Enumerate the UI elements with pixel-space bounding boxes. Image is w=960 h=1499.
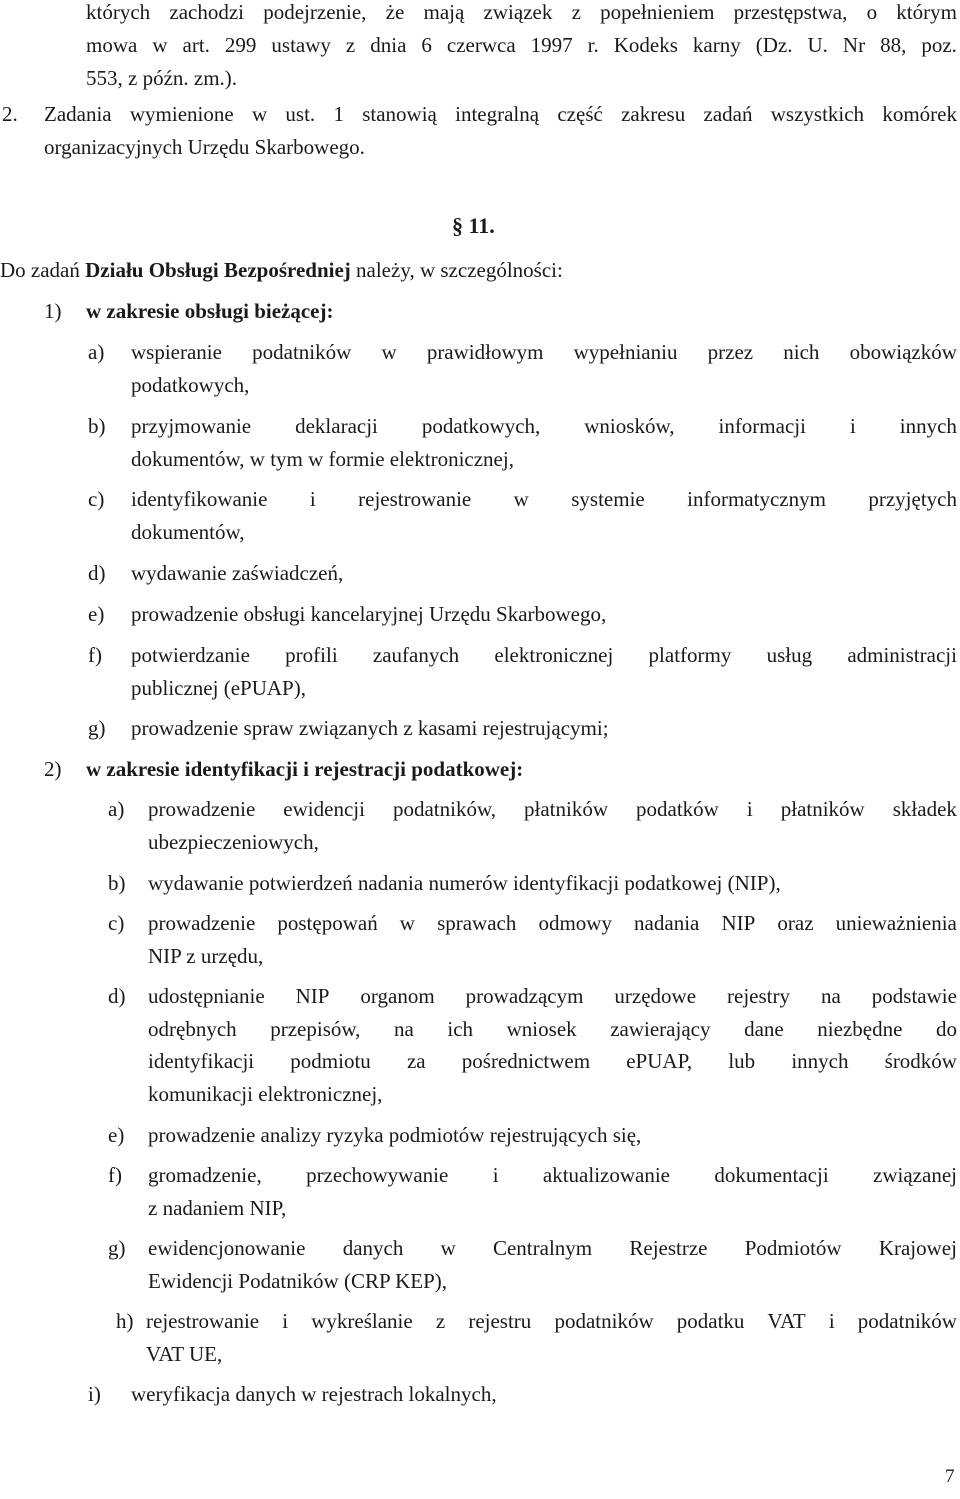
word: na — [394, 1017, 414, 1041]
word: przyjętych — [868, 487, 957, 511]
word: podatników, — [392, 797, 496, 821]
word: z — [345, 33, 356, 57]
word: r. — [587, 33, 599, 57]
top-line-1 — [86, 0, 957, 29]
word: ewidencji — [283, 797, 365, 821]
word: oraz — [777, 911, 814, 935]
word: VAT — [767, 1309, 806, 1333]
intro-text-end: należy, w szczególności: — [350, 258, 563, 282]
group-1-title: w zakresie obsługi bieżącej: — [86, 299, 334, 323]
group-2-title: w zakresie identyfikacji i rejestracji podatkowej: — [86, 757, 524, 781]
g2-d-line-2 — [148, 1013, 957, 1046]
page-number: 7 — [945, 1466, 955, 1487]
word: i — [849, 414, 856, 438]
g2-c-line-2: NIP z urzędu, — [148, 944, 264, 968]
word: 1997 — [530, 33, 573, 57]
word: pośrednictwem — [461, 1049, 591, 1073]
word: Rejestrze — [629, 1236, 708, 1260]
word: w — [440, 1236, 456, 1260]
word: i — [746, 797, 753, 821]
word: wniosków, — [584, 414, 675, 438]
word: rejestrowanie — [358, 487, 472, 511]
word: Nr — [842, 33, 866, 57]
word: dane — [744, 1017, 784, 1041]
word: stanowią — [362, 102, 437, 126]
word: którym — [896, 0, 957, 24]
word: w — [381, 340, 397, 364]
word: rejestry — [727, 984, 790, 1008]
g2-d-line-1 — [148, 980, 957, 1013]
section-number: § 11. — [452, 213, 495, 238]
word: odrębnych — [148, 1017, 237, 1041]
department-name: Działu Obsługi Bezpośredniej — [85, 258, 351, 282]
word: podatników — [252, 340, 352, 364]
word: Podmiotów — [744, 1236, 842, 1260]
word: podatników — [554, 1309, 654, 1333]
word: innych — [899, 414, 957, 438]
word: i — [282, 1309, 289, 1333]
word: związanej — [873, 1163, 957, 1187]
word: przyjmowanie — [131, 414, 252, 438]
g2-f-marker: f) — [108, 1163, 122, 1187]
word: gromadzenie, — [148, 1163, 262, 1187]
word: z — [571, 0, 581, 24]
word: do — [936, 1017, 957, 1041]
word: Centralnym — [492, 1236, 593, 1260]
word: wypełnianiu — [573, 340, 678, 364]
top-line-3: 553, z późn. zm.). — [86, 66, 238, 90]
word: rejestru — [468, 1309, 532, 1333]
g2-c-line-1 — [148, 907, 957, 940]
item-2-line-1 — [44, 98, 957, 131]
word: Zadania — [44, 102, 112, 126]
word: danych — [342, 1236, 404, 1260]
word: zaufanych — [372, 643, 460, 667]
word: w — [399, 911, 415, 935]
word: dnia — [370, 33, 407, 57]
g1-e-marker: e) — [88, 602, 105, 626]
word: administracji — [847, 643, 957, 667]
word: sprawach — [437, 911, 517, 935]
g2-e-marker: e) — [108, 1123, 125, 1147]
word: podatku — [676, 1309, 745, 1333]
word: niezbędne — [817, 1017, 903, 1041]
word: zawierający — [610, 1017, 711, 1041]
g1-c-marker: c) — [88, 487, 105, 511]
g2-b-line-1: wydawanie potwierdzeń nadania numerów identyfikacji podatkowej (NIP), — [148, 871, 781, 895]
word: ustawy — [271, 33, 331, 57]
g1-a-marker: a) — [88, 340, 105, 364]
word: przestępstwa, — [733, 0, 848, 24]
word: wspieranie — [131, 340, 222, 364]
g2-e-line-1: prowadzenie analizy ryzyka podmiotów rejestrujących się, — [148, 1123, 642, 1147]
word: NIP — [295, 984, 330, 1008]
word: i — [309, 487, 316, 511]
word: innych — [791, 1049, 849, 1073]
word: nich — [783, 340, 820, 364]
g2-g-line-2: Ewidencji Podatników (CRP KEP), — [148, 1269, 448, 1293]
word: prowadzenie — [148, 911, 256, 935]
g2-c-marker: c) — [108, 911, 125, 935]
word: (Dz. — [755, 33, 793, 57]
word: zachodzi — [169, 0, 244, 24]
word: przepisów, — [270, 1017, 361, 1041]
word: ePUAP, — [626, 1049, 693, 1073]
g2-i-marker: i) — [88, 1382, 101, 1406]
word: o — [866, 0, 878, 24]
word: ust. — [285, 102, 316, 126]
word: odmowy — [538, 911, 612, 935]
g2-f-line-1 — [148, 1159, 957, 1192]
g1-f-line-2: publicznej (ePUAP), — [131, 676, 306, 700]
word: platformy — [648, 643, 732, 667]
g2-d-line-3 — [148, 1045, 957, 1078]
word: karny — [692, 33, 741, 57]
word: aktualizowanie — [542, 1163, 670, 1187]
word: ewidencjonowanie — [148, 1236, 306, 1260]
g1-b-line-2: dokumentów, w tym w formie elektronicznej, — [131, 447, 514, 471]
section-intro — [0, 254, 563, 287]
word: podstawie — [871, 984, 957, 1008]
word: systemie — [571, 487, 645, 511]
word: obowiązków — [849, 340, 957, 364]
word: popełnieniem — [600, 0, 715, 24]
word: przez — [707, 340, 754, 364]
word: rejestrowanie — [146, 1309, 260, 1333]
top-line-2 — [86, 29, 957, 62]
g1-d-marker: d) — [88, 561, 106, 585]
word: identyfikacji — [148, 1049, 255, 1073]
g2-g-marker: g) — [108, 1236, 126, 1260]
word: Kodeks — [613, 33, 678, 57]
word: lub — [728, 1049, 756, 1073]
g1-c-line-2: dokumentów, — [131, 520, 245, 544]
g2-b-marker: b) — [108, 871, 126, 895]
word: informatycznym — [687, 487, 826, 511]
word: komórek — [882, 102, 957, 126]
word: 6 — [421, 33, 432, 57]
word: płatników — [524, 797, 609, 821]
g1-b-marker: b) — [88, 414, 106, 438]
g1-a-line-1 — [131, 336, 957, 369]
word: nadania — [634, 911, 700, 935]
word: w — [251, 102, 268, 126]
intro-text-start: Do zadań — [0, 258, 86, 282]
g2-i-line-1: weryfikacja danych w rejestrach lokalnych, — [131, 1382, 497, 1406]
word: profili — [285, 643, 338, 667]
word: mają — [423, 0, 465, 24]
word: wniosek — [506, 1017, 577, 1041]
word: podmiotu — [290, 1049, 371, 1073]
word: unieważnienia — [835, 911, 957, 935]
word: płatników — [780, 797, 865, 821]
g1-d-line-1: wydawanie zaświadczeń, — [131, 561, 344, 585]
word: poz. — [921, 33, 957, 57]
word: organom — [360, 984, 435, 1008]
word: integralną — [455, 102, 540, 126]
word: mowa — [86, 33, 138, 57]
word: U. — [807, 33, 828, 57]
word: środków — [884, 1049, 957, 1073]
word: 299 — [224, 33, 257, 57]
word: z — [435, 1309, 446, 1333]
g2-h-line-1 — [146, 1305, 957, 1338]
word: w — [152, 33, 168, 57]
word: zakresu — [621, 102, 686, 126]
word: zadań — [703, 102, 753, 126]
word: 88, — [880, 33, 907, 57]
g1-g-marker: g) — [88, 716, 106, 740]
word: których — [86, 0, 151, 24]
g1-f-marker: f) — [88, 643, 102, 667]
word: składek — [892, 797, 957, 821]
g2-d-marker: d) — [108, 984, 126, 1008]
word: że — [385, 0, 405, 24]
word: deklaracji — [295, 414, 378, 438]
item-2-number: 2. — [2, 102, 18, 126]
g1-e-line-1: prowadzenie obsługi kancelaryjnej Urzędu Skarbowego, — [131, 602, 607, 626]
word: wszystkich — [770, 102, 865, 126]
g2-f-line-2: z nadaniem NIP, — [148, 1196, 287, 1220]
word: i — [828, 1309, 835, 1333]
g2-a-line-2: ubezpieczeniowych, — [148, 830, 319, 854]
word: podejrzenie, — [263, 0, 367, 24]
word: 1 — [333, 102, 344, 126]
word: udostępnianie — [148, 984, 265, 1008]
word: wymienione — [129, 102, 234, 126]
g1-g-line-1: prowadzenie spraw związanych z kasami rejestrującymi; — [131, 716, 609, 740]
word: część — [557, 102, 603, 126]
g2-a-line-1 — [148, 793, 957, 826]
word: Krajowej — [878, 1236, 957, 1260]
g1-a-line-2: podatkowych, — [131, 373, 250, 397]
word: art. — [182, 33, 210, 57]
word: prowadzenie — [148, 797, 256, 821]
word: wykreślanie — [311, 1309, 413, 1333]
word: związek — [483, 0, 553, 24]
g2-d-line-4: komunikacji elektronicznej, — [148, 1082, 383, 1106]
g2-h-line-2: VAT UE, — [146, 1342, 223, 1366]
g1-f-line-1 — [131, 639, 957, 672]
word: NIP — [721, 911, 756, 935]
word: elektronicznej — [494, 643, 614, 667]
g2-g-line-1 — [148, 1232, 957, 1265]
word: podatników — [857, 1309, 957, 1333]
word: przechowywanie — [306, 1163, 449, 1187]
word: podatków — [636, 797, 719, 821]
word: podatkowych, — [421, 414, 541, 438]
word: identyfikowanie — [131, 487, 268, 511]
word: na — [820, 984, 841, 1008]
g1-b-line-1 — [131, 410, 957, 443]
word: dokumentacji — [714, 1163, 829, 1187]
word: potwierdzanie — [131, 643, 250, 667]
word: w — [513, 487, 529, 511]
word: czerwca — [446, 33, 516, 57]
word: ich — [447, 1017, 474, 1041]
group-2-number: 2) — [44, 757, 62, 781]
word: prawidłowym — [426, 340, 544, 364]
word: postępowań — [277, 911, 378, 935]
group-1-number: 1) — [44, 299, 62, 323]
g2-h-marker: h) — [116, 1309, 134, 1333]
word: i — [492, 1163, 499, 1187]
g1-c-line-1 — [131, 483, 957, 516]
word: usług — [766, 643, 813, 667]
word: urzędowe — [614, 984, 697, 1008]
g2-a-marker: a) — [108, 797, 125, 821]
word: informacji — [718, 414, 806, 438]
word: za — [406, 1049, 426, 1073]
item-2-line-2: organizacyjnych Urzędu Skarbowego. — [44, 135, 365, 159]
word: prowadzącym — [465, 984, 584, 1008]
